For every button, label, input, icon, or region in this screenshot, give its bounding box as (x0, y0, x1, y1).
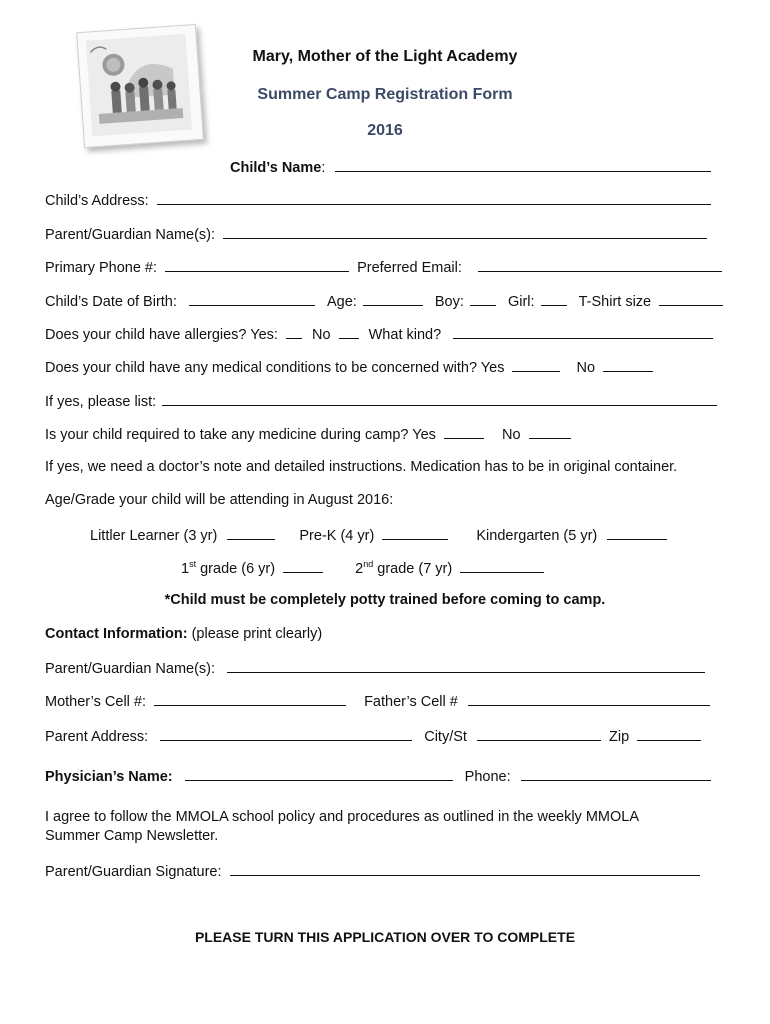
parent-names-field[interactable] (223, 224, 707, 239)
primary-phone-field[interactable] (165, 257, 349, 272)
contact-heading-row (45, 625, 322, 643)
school-title: Mary, Mother of the Light Academy (252, 48, 518, 65)
age-label: Age: (326, 294, 357, 310)
childs-name-label: Child’s Name (230, 160, 322, 176)
dob-label: Child’s Date of Birth: (45, 294, 177, 310)
phone-label: Phone: (464, 769, 511, 785)
parent-names-label: Parent/Guardian Name(s): (45, 227, 216, 243)
medicine-question: Is your child required to take any medicine during camp? Yes (45, 427, 436, 443)
childs-name-row: Child’s Name: (230, 157, 711, 177)
childs-name-field[interactable] (335, 157, 711, 172)
contact-parent-names-label: Parent/Guardian Name(s): (45, 661, 216, 677)
parent-names-row (45, 224, 707, 244)
contact-parent-names-row (45, 658, 705, 678)
medical-row (45, 357, 653, 377)
primary-phone-label: Primary Phone #: (45, 260, 158, 276)
grade1-text: grade (6 yr) (196, 561, 276, 577)
phone-field[interactable] (521, 766, 711, 781)
littler-learner-label: Littler Learner (3 yr) (90, 528, 218, 544)
grade2-number: 2 (355, 561, 364, 577)
preferred-email-field[interactable] (478, 257, 722, 272)
parent-address-field[interactable] (160, 726, 412, 741)
form-year: 2016 (367, 122, 403, 139)
preferred-email-label: Preferred Email: (357, 260, 462, 276)
allergies-kind-label: What kind? (368, 327, 442, 343)
fathers-cell-label: Father’s Cell # (364, 694, 458, 710)
signature-row (45, 861, 700, 881)
allergies-question: Does your child have allergies? Yes: (45, 327, 278, 343)
contact-heading: Contact Information: (45, 626, 188, 642)
medical-no-label: No (576, 360, 596, 376)
doctor-note: If yes, we need a doctor’s note and detailed instructions. Medication has to be in original container. (45, 459, 678, 475)
agreement-line-2: Summer Camp Newsletter. (45, 828, 219, 844)
grade2-suffix: nd (363, 559, 374, 570)
medicine-no-label: No (501, 427, 521, 443)
physician-field[interactable] (185, 766, 453, 781)
grade2-label (355, 561, 452, 577)
grade1-suffix: st (189, 559, 197, 570)
allergies-row (45, 324, 713, 344)
allergies-no-field[interactable] (339, 324, 359, 339)
footer-note: PLEASE TURN THIS APPLICATION OVER TO COMPLETE (194, 929, 576, 945)
potty-note: *Child must be completely potty trained before coming to camp. (164, 592, 606, 608)
parent-address-row (45, 726, 701, 746)
parent-address-label: Parent Address: (45, 729, 149, 745)
if-yes-list-row (45, 391, 717, 411)
dob-row (45, 291, 723, 311)
physician-label: Physician’s Name: (45, 769, 173, 785)
grade2-text: grade (7 yr) (373, 561, 453, 577)
mothers-cell-label: Mother’s Cell #: (45, 694, 147, 710)
girl-label: Girl: (507, 294, 535, 310)
signature-field[interactable] (230, 861, 700, 876)
allergies-yes-field[interactable] (286, 324, 302, 339)
grade-question: Age/Grade your child will be attending in August 2016: (45, 492, 394, 508)
medical-no-field[interactable] (603, 357, 653, 372)
pre-k-label: Pre-K (4 yr) (299, 528, 375, 544)
littler-learner-field[interactable] (227, 525, 275, 540)
tshirt-label: T-Shirt size (578, 294, 652, 310)
kindergarten-field[interactable] (607, 525, 667, 540)
childs-address-field[interactable] (157, 190, 711, 205)
grade2-field[interactable] (460, 558, 544, 573)
kindergarten-label: Kindergarten (5 yr) (476, 528, 598, 544)
medicine-row (45, 424, 571, 444)
medical-question: Does your child have any medical conditions to be concerned with? Yes (45, 360, 505, 376)
tshirt-field[interactable] (659, 291, 723, 306)
pre-k-field[interactable] (382, 525, 448, 540)
grade1-number: 1 (181, 561, 190, 577)
grade1-field[interactable] (283, 558, 323, 573)
contact-heading-note: (please print clearly) (187, 626, 323, 642)
if-yes-list-label: If yes, please list: (45, 394, 157, 410)
mothers-cell-field[interactable] (154, 691, 346, 706)
city-st-label: City/St (424, 729, 467, 745)
agreement-line-1: I agree to follow the MMOLA school policy and procedures as outlined in the weekly MMOLA (45, 809, 639, 825)
grade1-label (181, 561, 275, 577)
city-st-field[interactable] (477, 726, 601, 741)
childs-address-row (45, 190, 711, 210)
allergies-kind-field[interactable] (453, 324, 713, 339)
grade-row-2 (181, 558, 544, 578)
cell-row (45, 691, 710, 711)
medicine-no-field[interactable] (529, 424, 571, 439)
boy-label: Boy: (434, 294, 464, 310)
zip-label: Zip (609, 729, 630, 745)
contact-parent-names-field[interactable] (227, 658, 705, 673)
allergies-no-label: No (312, 327, 331, 343)
zip-field[interactable] (637, 726, 701, 741)
if-yes-list-field[interactable] (162, 391, 717, 406)
signature-label: Parent/Guardian Signature: (45, 864, 222, 880)
fathers-cell-field[interactable] (468, 691, 710, 706)
childs-address-label: Child’s Address: (45, 193, 149, 209)
boy-field[interactable] (470, 291, 496, 306)
phone-email-row (45, 257, 722, 277)
medical-yes-field[interactable] (512, 357, 560, 372)
dob-field[interactable] (189, 291, 315, 306)
form-title: Summer Camp Registration Form (257, 86, 513, 103)
physician-row (45, 766, 711, 786)
girl-field[interactable] (541, 291, 567, 306)
grade-row-1 (90, 525, 667, 545)
age-field[interactable] (363, 291, 423, 306)
medicine-yes-field[interactable] (444, 424, 484, 439)
